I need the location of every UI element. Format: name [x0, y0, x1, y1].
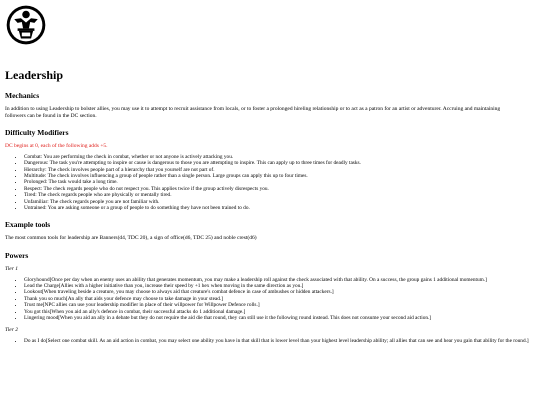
list-item: • Do as I do[Select one combat skill. As an aid action in combat, you may select one ability you have in that skill that is lower level than your highest level leadership ability; all allies that can see and hear you gain that ability for the round.]: [24, 338, 529, 344]
tier-1-power-list: [5, 277, 533, 322]
powers-heading: Powers: [5, 251, 29, 261]
list-item: • Tired: The check regards people who are physically or mentally tired.: [24, 192, 533, 198]
list-item: • Unfamiliar: The check regards people you are not familiar with.: [24, 199, 533, 205]
tools-text: The most common tools for leadership are Banners(d4, TDC 20), a sign of office(d6, TDC 25) and noble crest(d6): [5, 235, 257, 242]
list-item: • Dangerous: The task you're attempting to inspire or cause is dangerous to those you are attempting to inspire. This can apply up to three times for deadly tasks.: [24, 160, 533, 166]
list-item: • Thank you so much[An ally that aids your defence may choose to take damage in your stead.]: [24, 296, 533, 302]
list-item: • Hierarchy: The check involves people part of a hierarchy that you yourself are not part of.: [24, 167, 533, 173]
list-item: • Prolonged: The task would take a long time.: [24, 179, 533, 185]
difficulty-heading: Difficulty Modifiers: [5, 128, 69, 138]
document-page: [5, 4, 533, 344]
list-item: • Respect: The check regards people who do not respect you. This applies twice if the group actively disrespects you.: [24, 186, 533, 192]
list-item: • You got this[When you aid an ally's defence in combat, their successful attacks do 1 additional damage.]: [24, 309, 533, 315]
guild-emblem-icon: [5, 4, 47, 46]
tier-2-label: Tier 2: [5, 327, 18, 334]
dc-note: DC begins at 0, each of the following adds +5.: [5, 143, 108, 150]
list-item: • Lingering mood[When you aid an ally in a debate but they do not require the aid die that round, they can still use it the following round instead. This does not consume your second aid action.]: [24, 315, 529, 321]
list-item: • Lead the Charge[Allies with a higher initiative than you, increase their speed by +1 hex when moving in the same direction as you.]: [24, 283, 533, 289]
mechanics-text: In addition to using Leadership to bolster allies, you may use it to attempt to recruit assistance from locals, or to foster a prolonged hireling relationship or to act as a patron for an artist or adventurer. Accruing and maintaining followers can be found in the DC section.: [5, 106, 501, 119]
tier-2-power-list: [5, 338, 533, 344]
list-item: • Combat: You are performing the check in combat, whether or not anyone is actively attacking you.: [24, 154, 533, 160]
list-item: • Untrained: You are asking someone or a group of people to do something they have not been trained to do.: [24, 205, 533, 211]
list-item: • Lookout[When traveling beside a creature, you may choose to always aid that creature's combat defence in case of ambushes or hidden attackers.]: [24, 289, 533, 295]
list-item: • Trust me[NPC allies can use your leadership modifier in place of their willpower for Willpower Defence rolls.]: [24, 302, 533, 308]
tier-1-label: Tier 1: [5, 266, 18, 273]
list-item: • Multitude: The check involves influencing a group of people rather than a single person. Large groups can apply this up to four times.: [24, 173, 533, 179]
tools-heading: Example tools: [5, 220, 51, 230]
page-title: Leadership: [5, 68, 64, 82]
modifier-list: [5, 154, 533, 212]
list-item: • Gloryhound[Once per day when an enemy uses an ability that generates momentum, you may make a leadership roll against the check associated with that ability. On a success, the group gains 1 additional momentum.]: [24, 277, 529, 283]
mechanics-heading: Mechanics: [5, 91, 40, 100]
